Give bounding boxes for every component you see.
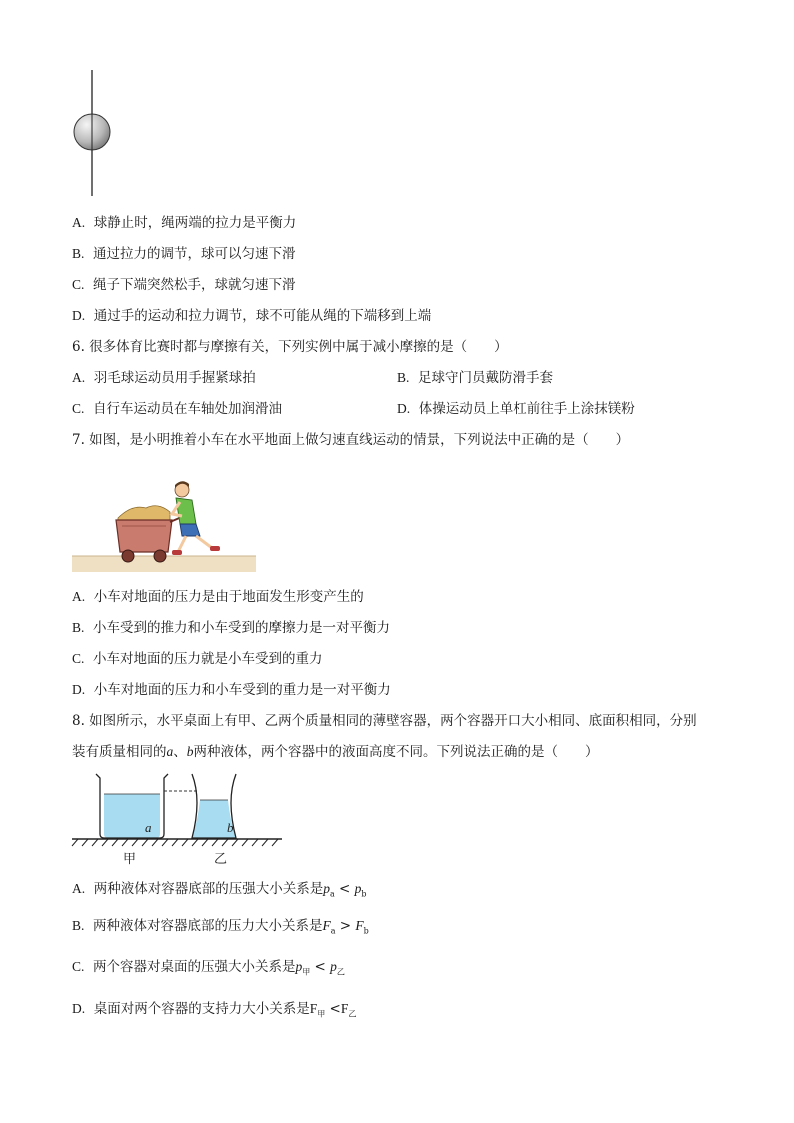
q7-option-c: C. 小车对地面的压力就是小车受到的重力 [72,651,323,667]
label-a: a [145,820,152,835]
q8-option-b: B. 两种液体对容器底部的压力大小关系是$F_a > F_b$ [72,918,369,936]
q8-stem-line2: 装有质量相同的a、b两种液体，两个容器中的液面高度不同。下列说法正确的是（ ） [72,744,599,760]
q8-option-c: C. 两个容器对桌面的压强大小关系是$p_甲 < p_乙$ [72,959,345,977]
q8-option-a: A. 两种液体对容器底部的压强大小关系是$p_a < p_b$ [72,881,367,899]
q8-stem-line1: 8. 如图所示，水平桌面上有甲、乙两个质量相同的薄壁容器，两个容器开口大小相同、底面积相同，分别 [72,713,697,729]
two-containers-figure [70,770,290,868]
q7-option-d: D. 小车对地面的压力和小车受到的重力是一对平衡力 [72,682,391,698]
q7-stem: 7. 如图，是小明推着小车在水平地面上做匀速直线运动的情景，下列说法中正确的是（ ） [72,432,630,448]
label-jia: 甲 [123,852,137,867]
q6-option-c: C. 自行车运动员在车轴处加润滑油 [72,401,282,417]
label-yi: 乙 [214,852,228,867]
q5-option-a: A. 球静止时，绳两端的拉力是平衡力 [72,215,297,231]
q5-option-c: C. 绳子下端突然松手，球就匀速下滑 [72,277,296,293]
label-b: b [227,820,234,835]
q6-option-a: A. 羽毛球运动员用手握紧球拍 [72,370,256,386]
q6-option-d: D. 体操运动员上单杠前往手上涂抹镁粉 [397,401,635,417]
q5-option-b: B. 通过拉力的调节，球可以匀速下滑 [72,246,296,262]
q7-option-a: A. 小车对地面的压力是由于地面发生形变产生的 [72,589,364,605]
q7-option-b: B. 小车受到的推力和小车受到的摩擦力是一对平衡力 [72,620,390,636]
q8-option-d: D. 桌面对两个容器的支持力大小关系是$F_甲 <F_乙$ [72,1001,357,1019]
q6-option-b: B. 足球守门员戴防滑手套 [397,370,553,386]
q5-option-d: D. 通过手的运动和拉力调节，球不可能从绳的下端移到上端 [72,308,432,324]
boy-pushing-cart-figure [72,478,256,574]
ball-on-rope-figure [68,68,128,198]
q6-stem: 6. 很多体育比赛时都与摩擦有关，下列实例中属于减小摩擦的是（ ） [72,339,508,355]
